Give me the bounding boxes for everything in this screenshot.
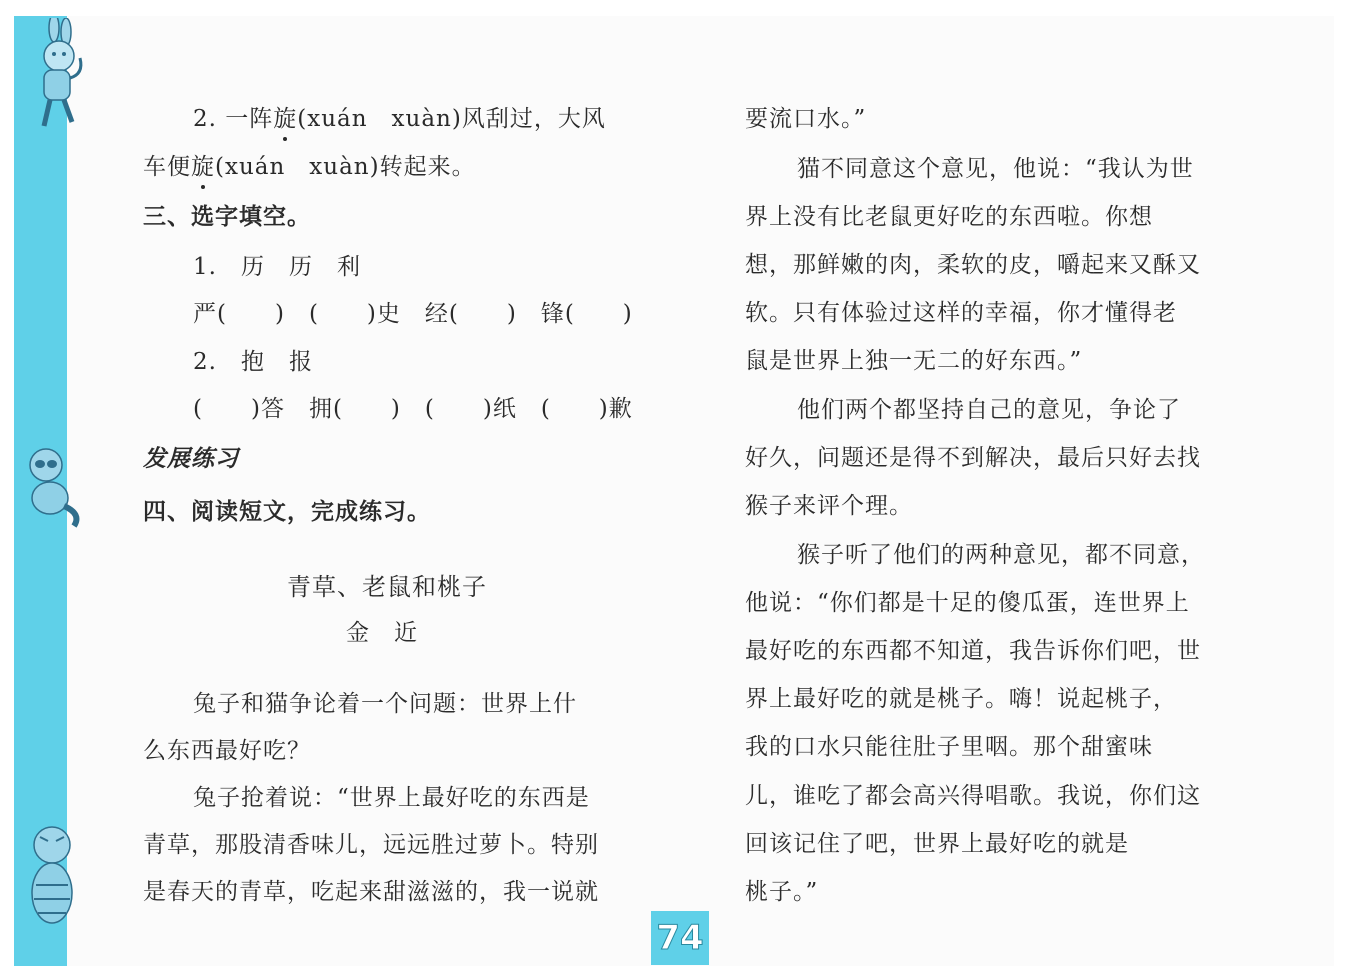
section-3-item-2-blanks: ( )答 拥( ) ( )纸 ( )歉 <box>193 396 633 422</box>
paragraph-line: 么东西最好吃？ <box>143 738 311 764</box>
section-3-heading: 三、选字填空。 <box>143 204 311 230</box>
paragraph-line: 鼠是世界上独一无二的好东西。” <box>745 348 1083 374</box>
paragraph-line: 界上没有比老鼠更好吃的东西啦。你想 <box>745 204 1153 230</box>
paragraph-line: 猴子来评个理。 <box>745 493 913 519</box>
section-3-item-1-options: 1. 历 历 利 <box>193 254 361 280</box>
page-number: 74 <box>651 911 709 965</box>
paragraph-line: 青草，那股清香味儿，远远胜过萝卜。特别 <box>143 832 599 858</box>
paragraph-line: 兔子抢着说：“世界上最好吃的东西是 <box>193 785 590 811</box>
text: 2. 一阵 <box>193 106 274 132</box>
paragraph-line: 最好吃的东西都不知道，我告诉你们吧，世 <box>745 638 1201 664</box>
text: (xuán xuàn)风刮过，大风 <box>297 106 606 132</box>
section-3-item-1-blanks: 严( ) ( )史 经( ) 锋( ) <box>193 301 633 327</box>
story-title: 青草、老鼠和桃子 <box>287 573 487 601</box>
paragraph-line: 界上最好吃的就是桃子。嗨！说起桃子， <box>745 686 1177 712</box>
paragraph-line: 猫不同意这个意见，他说：“我认为世 <box>797 156 1194 182</box>
paragraph-line: 回该记住了吧，世界上最好吃的就是 <box>745 831 1129 857</box>
paragraph-line: 儿，谁吃了都会高兴得唱歌。我说，你们这 <box>745 783 1201 809</box>
paragraph-line: 猴子听了他们的两种意见，都不同意， <box>797 542 1205 568</box>
paragraph-line: 想，那鲜嫩的肉，柔软的皮，嚼起来又酥又 <box>745 252 1201 278</box>
section-4-heading: 四、阅读短文，完成练习。 <box>143 499 431 525</box>
section-3-item-2-options: 2. 抱 报 <box>193 349 313 375</box>
paragraph-line: 我的口水只能往肚子里咽。那个甜蜜味 <box>745 734 1153 760</box>
development-practice-heading: 发展练习 <box>143 446 239 472</box>
emphasis-char: 旋 <box>273 100 297 133</box>
paragraph-line: 软。只有体验过这样的幸福，你才懂得老 <box>745 300 1177 326</box>
emphasis-char: 旋 <box>191 148 215 181</box>
paragraph-line: 桃子。” <box>745 879 819 905</box>
paragraph-line: 他们两个都坚持自己的意见，争论了 <box>797 397 1181 423</box>
story-author: 金 近 <box>346 620 418 646</box>
paragraph-line: 好久，问题还是得不到解决，最后只好去找 <box>745 445 1201 471</box>
text: 车便 <box>143 154 191 180</box>
paragraph-line: 他说：“你们都是十足的傻瓜蛋，连世界上 <box>745 590 1190 616</box>
text: (xuán xuàn)转起来。 <box>215 154 476 180</box>
paragraph-line: 是春天的青草，吃起来甜滋滋的，我一说就 <box>143 879 599 905</box>
paragraph-line: 要流口水。” <box>745 106 867 132</box>
paragraph-line: 兔子和猫争论着一个问题：世界上什 <box>193 691 577 717</box>
